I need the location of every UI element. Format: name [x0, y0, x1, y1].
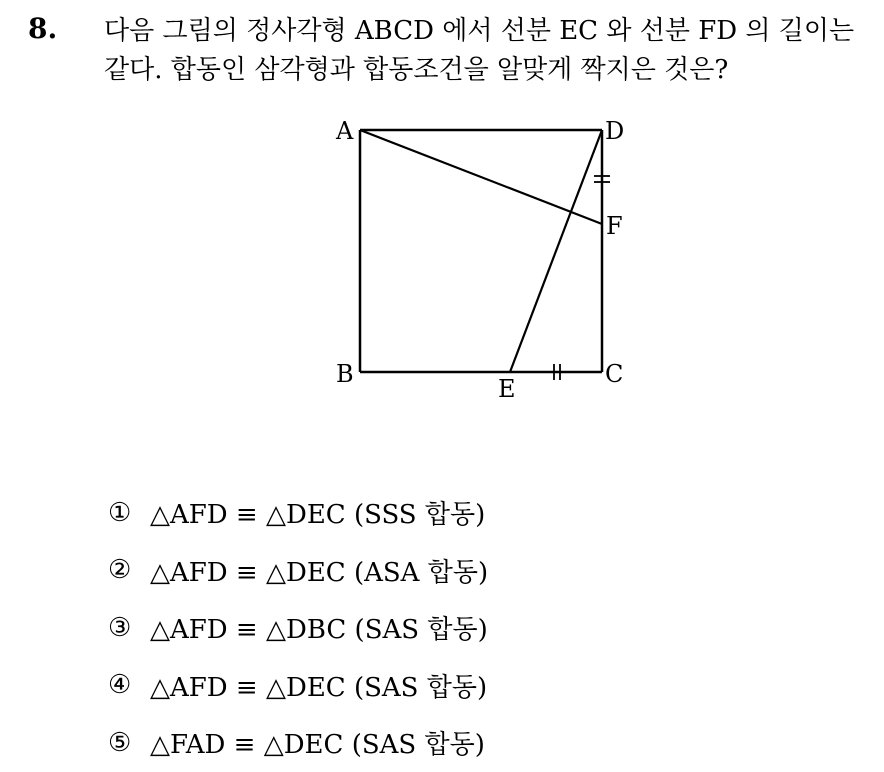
choice-4-marker: ④ [108, 670, 132, 701]
label-d: D [605, 117, 625, 145]
question-stem [104, 12, 874, 90]
choice-2[interactable] [108, 542, 488, 600]
choice-2-marker: ② [108, 555, 132, 586]
choice-1[interactable] [108, 484, 488, 542]
choice-5[interactable] [108, 714, 488, 772]
choice-2-text: △AFD ≡ △DEC (ASA 합동) [150, 557, 489, 588]
label-a: A [336, 117, 354, 145]
square-diagram [320, 110, 640, 410]
choice-4-text: △AFD ≡ △DEC (SAS 합동) [150, 672, 488, 703]
label-b: B [336, 360, 354, 388]
choice-3-text: △AFD ≡ △DBC (SAS 합동) [150, 615, 488, 646]
choice-1-marker: ① [108, 497, 132, 528]
segment-af [360, 130, 602, 224]
choice-5-marker: ⑤ [108, 727, 132, 758]
choice-3-marker: ③ [108, 612, 132, 643]
answer-choices [108, 484, 488, 772]
segment-de [510, 130, 602, 372]
choice-5-text: △FAD ≡ △DEC (SAS 합동) [150, 730, 485, 761]
choice-4[interactable] [108, 657, 488, 715]
question-number: 8. [28, 12, 58, 45]
label-c: C [605, 360, 624, 388]
label-e: E [498, 375, 516, 403]
square-figure [320, 110, 640, 410]
question-stem-line-2: 같다. 합동인 삼각형과 합동조건을 알맞게 짝지은 것은? [104, 55, 729, 85]
choice-1-text: △AFD ≡ △DEC (SSS 합동) [150, 500, 486, 531]
question-stem-line-1: 다음 그림의 정사각형 ABCD 에서 선분 EC 와 선분 FD 의 길이는 [104, 16, 855, 46]
choice-3[interactable] [108, 599, 488, 657]
label-f: F [606, 212, 623, 240]
